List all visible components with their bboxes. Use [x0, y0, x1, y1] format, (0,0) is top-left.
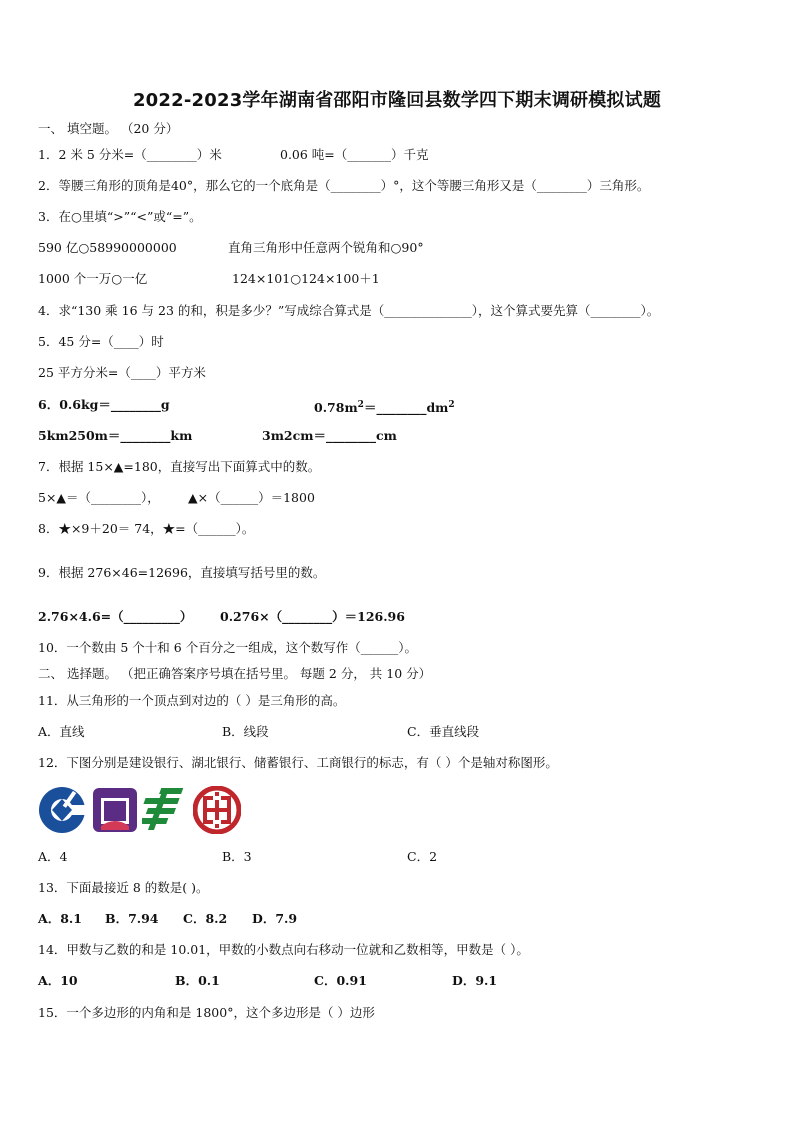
hubei-bank-logo-icon: [91, 786, 139, 834]
q12-option-c: C．2: [407, 849, 438, 864]
psbc-logo-icon: [142, 786, 190, 834]
question-5: 5．45 分=（____）时: [38, 334, 164, 349]
section-multiple-choice: 二、 选择题。 （把正确答案序号填在括号里。 每题 2 分， 共 10 分）: [38, 666, 432, 681]
section-fill-blank: 一、 填空题。 （20 分）: [38, 121, 179, 136]
q14-option-c: C．0.91: [314, 973, 367, 988]
question-7: 7．根据 15×▲=180，直接写出下面算式中的数。: [38, 459, 321, 474]
q11-option-c: C．垂直线段: [407, 724, 480, 739]
question-2: 2．等腰三角形的顶角是40°，那么它的一个底角是（________）°，这个等腰三角形又是（________）三角形。: [38, 178, 650, 193]
question-4: 4．求“130 乘 16 与 23 的和，积是多少？”写成综合算式是（______________），这个算式要先算（________）。: [38, 303, 660, 318]
question-3d: 124×101○124×100＋1: [232, 271, 380, 286]
ccb-logo-icon: [38, 786, 86, 834]
question-9a: 2.76×4.6=（_________）: [38, 609, 193, 624]
page-title: 2022-2023学年湖南省邵阳市隆回县数学四下期末调研模拟试题: [132, 90, 662, 111]
question-6b: $0.78m^2=\_\_\_\_\_\_\_\_dm^2$: [314, 400, 455, 416]
q13-option-b: B．7.94: [105, 911, 159, 926]
question-15: 15．一个多边形的内角和是 1800°，这个多边形是（ ）边形: [38, 1005, 375, 1020]
question-6a: 6．0.6kg＝________g: [38, 397, 170, 412]
question-10: 10．一个数由 5 个十和 6 个百分之一组成，这个数写作（______）。: [38, 640, 417, 655]
question-9: 9．根据 276×46=12696，直接填写括号里的数。: [38, 565, 326, 580]
question-12: 12．下图分别是建设银行、湖北银行、储蓄银行、工商银行的标志，有（ ）个是轴对称图形。: [38, 755, 558, 770]
question-1: 1．2 米 5 分米=（________）米: [38, 147, 222, 162]
question-7b: ▲×（______）＝1800: [188, 490, 315, 505]
question-5b: 25 平方分米=（____）平方米: [38, 365, 206, 380]
q14-option-a: A．10: [38, 973, 78, 988]
q12-option-b: B．3: [222, 849, 252, 864]
question-13: 13．下面最接近 8 的数是( )。: [38, 880, 209, 895]
q13-option-c: C．8.2: [183, 911, 228, 926]
icbc-logo-icon: [193, 786, 241, 834]
question-11: 11．从三角形的一个顶点到对边的（ ）是三角形的高。: [38, 693, 346, 708]
q11-option-a: A．直线: [38, 724, 85, 739]
q12-option-a: A．4: [38, 849, 68, 864]
question-3c: 1000 个一万○一亿: [38, 271, 148, 286]
question-9b: 0.276×（________）＝126.96: [220, 609, 405, 624]
question-3a: 590 亿○58990000000: [38, 240, 177, 255]
q14-option-d: D．9.1: [452, 973, 498, 988]
q11-option-b: B．线段: [222, 724, 269, 739]
question-8: 8．★×9＋20＝ 74，★=（______）。: [38, 521, 255, 536]
question-3: 3．在○里填“>”“<”或“=”。: [38, 209, 202, 224]
question-7a: 5×▲＝（________），: [38, 490, 160, 505]
question-3b: 直角三角形中任意两个锐角和○90°: [228, 240, 424, 255]
question-1b: 0.06 吨=（_______）千克: [280, 147, 429, 162]
q13-option-a: A．8.1: [38, 911, 82, 926]
q13-option-d: D．7.9: [252, 911, 298, 926]
question-14: 14．甲数与乙数的和是 10.01，甲数的小数点向右移动一位就和乙数相等，甲数是（ ）。: [38, 942, 529, 957]
q14-option-b: B．0.1: [175, 973, 220, 988]
question-6d: 3m2cm＝________cm: [262, 428, 397, 443]
question-6c: 5km250m＝________km: [38, 428, 193, 443]
